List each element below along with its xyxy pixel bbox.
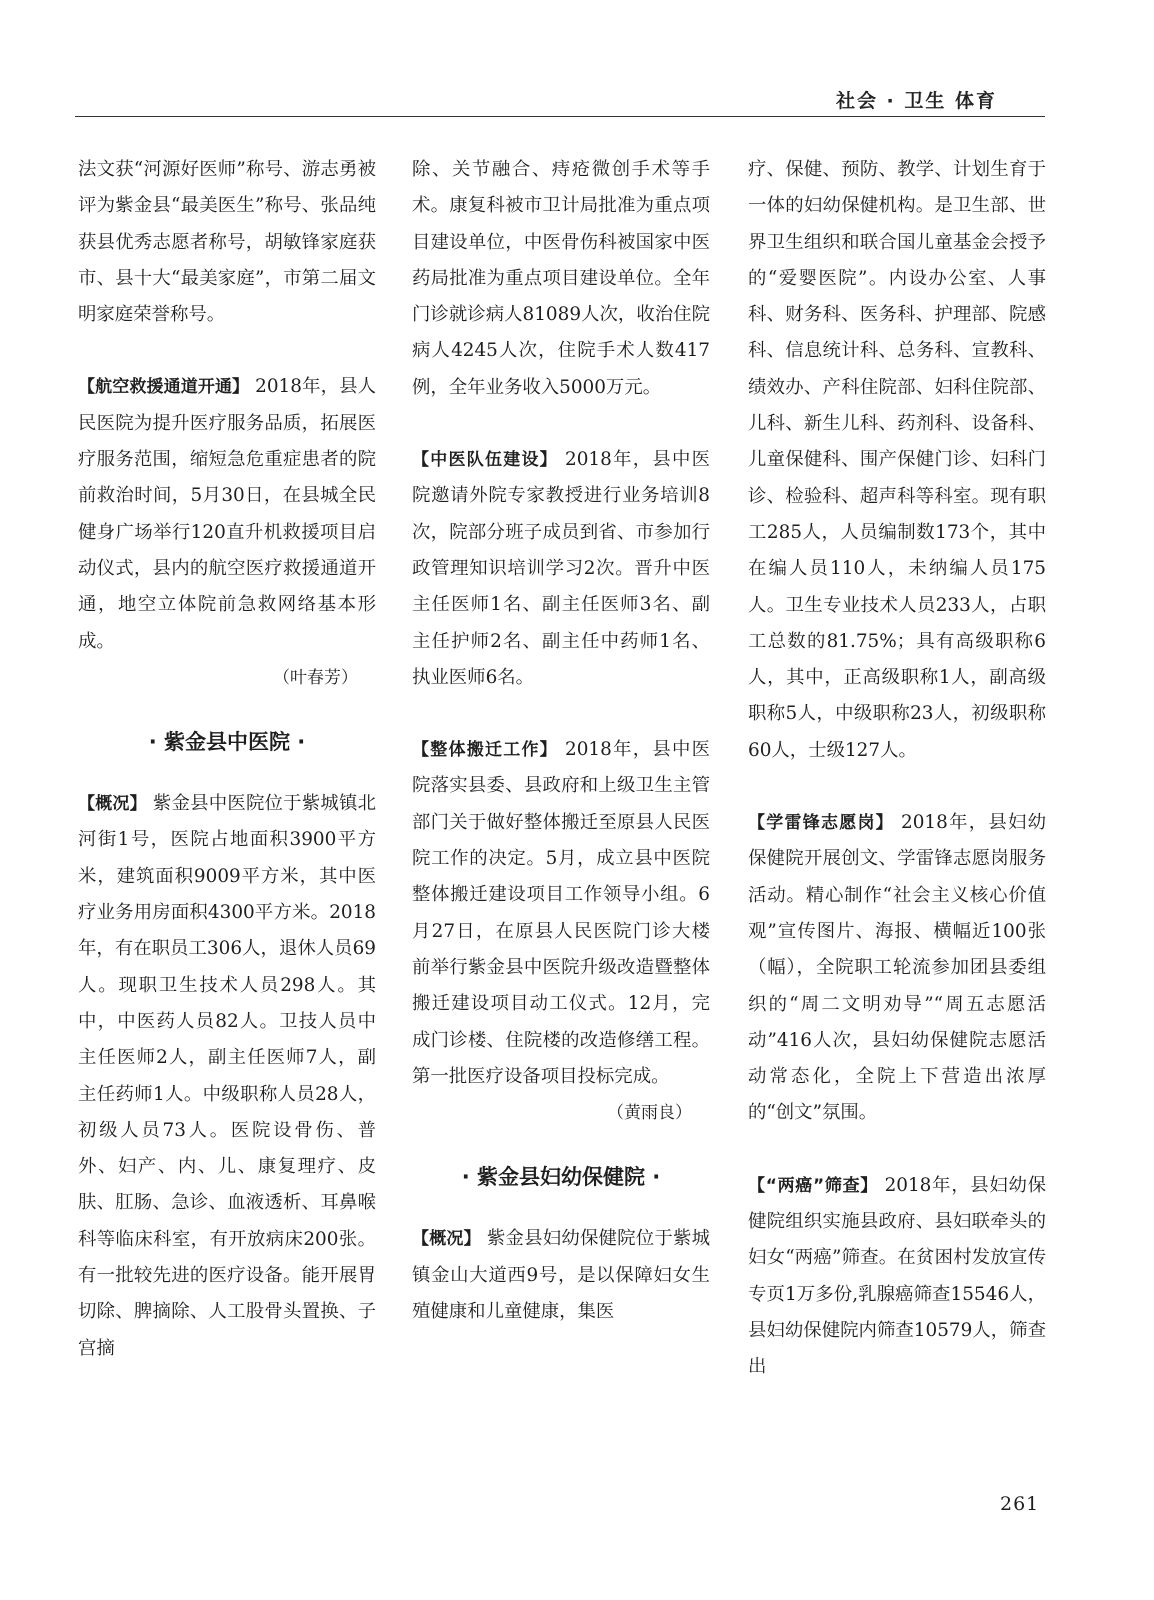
heading-tcm-team: 【中医队伍建设】: [412, 450, 558, 471]
section-header-title: 社会 · 卫生 体育: [835, 90, 997, 112]
heading-overview: 【概况】: [78, 794, 147, 815]
text-tcm-overview: 紫金县中医院位于紫城镇北河街1号，医院占地面积3900平方米，建筑面积9009平方米，其中医疗业务用房面积4300平方米。2018年，有在职员工306人，退休人员69人。现职卫生技术人员298人。其中，中医药人员82人。卫技人员中主任医师2人，副主任医师7人，副主任药师1人。中级职称人员28人，初级人员73人。医院设骨伤、普外、妇产、内、儿、康复理疗、皮肤、肛肠、急诊、血液透析、耳鼻喉科等临床科室，有开放病床200张。有一批较先进的医疗设备。能开展胃切除、脾摘除、人工股骨头置换、子宫摘: [78, 793, 376, 1359]
heading-cancer-screening: 【“两癌”筛查】: [748, 1175, 879, 1196]
paragraph-aviation-rescue: [78, 369, 376, 659]
paragraph-cancer-screening: [748, 1168, 1046, 1386]
page-number: 261: [1000, 1493, 1040, 1515]
paragraph-mch-overview: [412, 1221, 710, 1330]
running-header: [75, 84, 1045, 117]
paragraph-leifeng: [748, 805, 1046, 1132]
author-credit: （黄雨良）: [607, 1103, 692, 1124]
column-1: [78, 152, 376, 1367]
paragraph-awards: 法文获“河源好医师”称号、游志勇被评为紫金县“最美医生”称号、张品纯获县优秀志愿者称号，胡敏锋家庭获市、县十大“最美家庭”，市第二届文明家庭荣誉称号。: [78, 159, 376, 326]
column-3: [748, 152, 1046, 1386]
paragraph-mch-overview-cont: 疗、保健、预防、教学、计划生育于一体的妇幼保健机构。是卫生部、世界卫生组织和联合国儿童基金会授予的“爱婴医院”。内设办公室、人事科、财务科、医务科、护理部、院感科、信息统计科、总务科、宣教科、绩效办、产科住院部、妇科住院部、儿科、新生儿科、药剂科、设备科、儿童保健科、围产保健门诊、妇科门诊、检验科、超声科等科室。现有职工285人，人员编制数173个，其中在编人员110人，未纳编人员175人。卫生专业技术人员233人，占职工总数的81.75%；具有高级职称6人，其中，正高级职称1人，副高级职称5人，中级职称23人，初级职称60人，士级127人。: [748, 159, 1046, 761]
section-title-mch-hospital: · 紫金县妇幼保健院 ·: [461, 1165, 661, 1190]
author-credit: （叶春芳）: [273, 667, 358, 688]
text-tcm-team: 2018年，县中医院邀请外院专家教授进行业务培训8次，院部分班子成员到省、市参加行政管理知识培训学习2次。晋升中医主任医师1名、副主任医师3名、副主任护师2名、副主任中药师1名、执业医师6名。: [412, 449, 710, 688]
text-aviation-rescue: 2018年，县人民医院为提升医疗服务品质，拓展医疗服务范围，缩短急危重症患者的院前救治时间，5月30日，在县城全民健身广场举行120直升机救援项目启动仪式，县内的航空医疗救援通道开通，地空立体院前急救网络基本形成。: [78, 376, 376, 652]
section-title-tcm-hospital: · 紫金县中医院 ·: [148, 730, 306, 755]
text-leifeng: 2018年，县妇幼保健院开展创文、学雷锋志愿岗服务活动。精心制作“社会主义核心价值观”宣传图片、海报、横幅近100张（幅），全院职工轮流参加团县委组织的“周二文明劝导”“周五志愿活动”416人次，县妇幼保健院志愿活动常态化，全院上下营造出浓厚的“创文”氛围。: [748, 812, 1046, 1124]
text-relocation: 2018年，县中医院落实县委、县政府和上级卫生主管部门关于做好整体搬迁至原县人民医院工作的决定。5月，成立县中医院整体搬迁建设项目工作领导小组。6月27日，在原县人民医院门诊大楼前举行紫金县中医院升级改造暨整体搬迁建设项目动工仪式。12月，完成门诊楼、住院楼的改造修缮工程。第一批医疗设备项目投标完成。: [412, 739, 710, 1087]
column-2: [412, 152, 710, 1330]
paragraph-tcm-team: [412, 442, 710, 696]
paragraph-relocation: [412, 732, 710, 1095]
heading-overview: 【概况】: [412, 1229, 481, 1250]
heading-relocation: 【整体搬迁工作】: [412, 740, 558, 761]
paragraph-tcm-overview: [78, 786, 376, 1367]
paragraph-tcm-overview-cont: 除、关节融合、痔疮微创手术等手术。康复科被市卫计局批准为重点项目建设单位，中医骨伤科被国家中医药局批准为重点项目建设单位。全年门诊就诊病人81089人次，收治住院病人4245人次，住院手术人数417例，全年业务收入5000万元。: [412, 159, 710, 398]
heading-leifeng: 【学雷锋志愿岗】: [748, 813, 894, 834]
text-mch-overview: 紫金县妇幼保健院位于紫城镇金山大道西9号，是以保障妇女生殖健康和儿童健康，集医: [412, 1228, 710, 1323]
heading-aviation-rescue: 【航空救援通道开通】: [78, 377, 250, 398]
text-cancer-screening: 2018年，县妇幼保健院组织实施县政府、县妇联牵头的妇女“两癌”筛查。在贫困村发放宣传专页1万多份,乳腺癌筛查15546人，县妇幼保健院内筛查10579人，筛查出: [748, 1174, 1046, 1378]
